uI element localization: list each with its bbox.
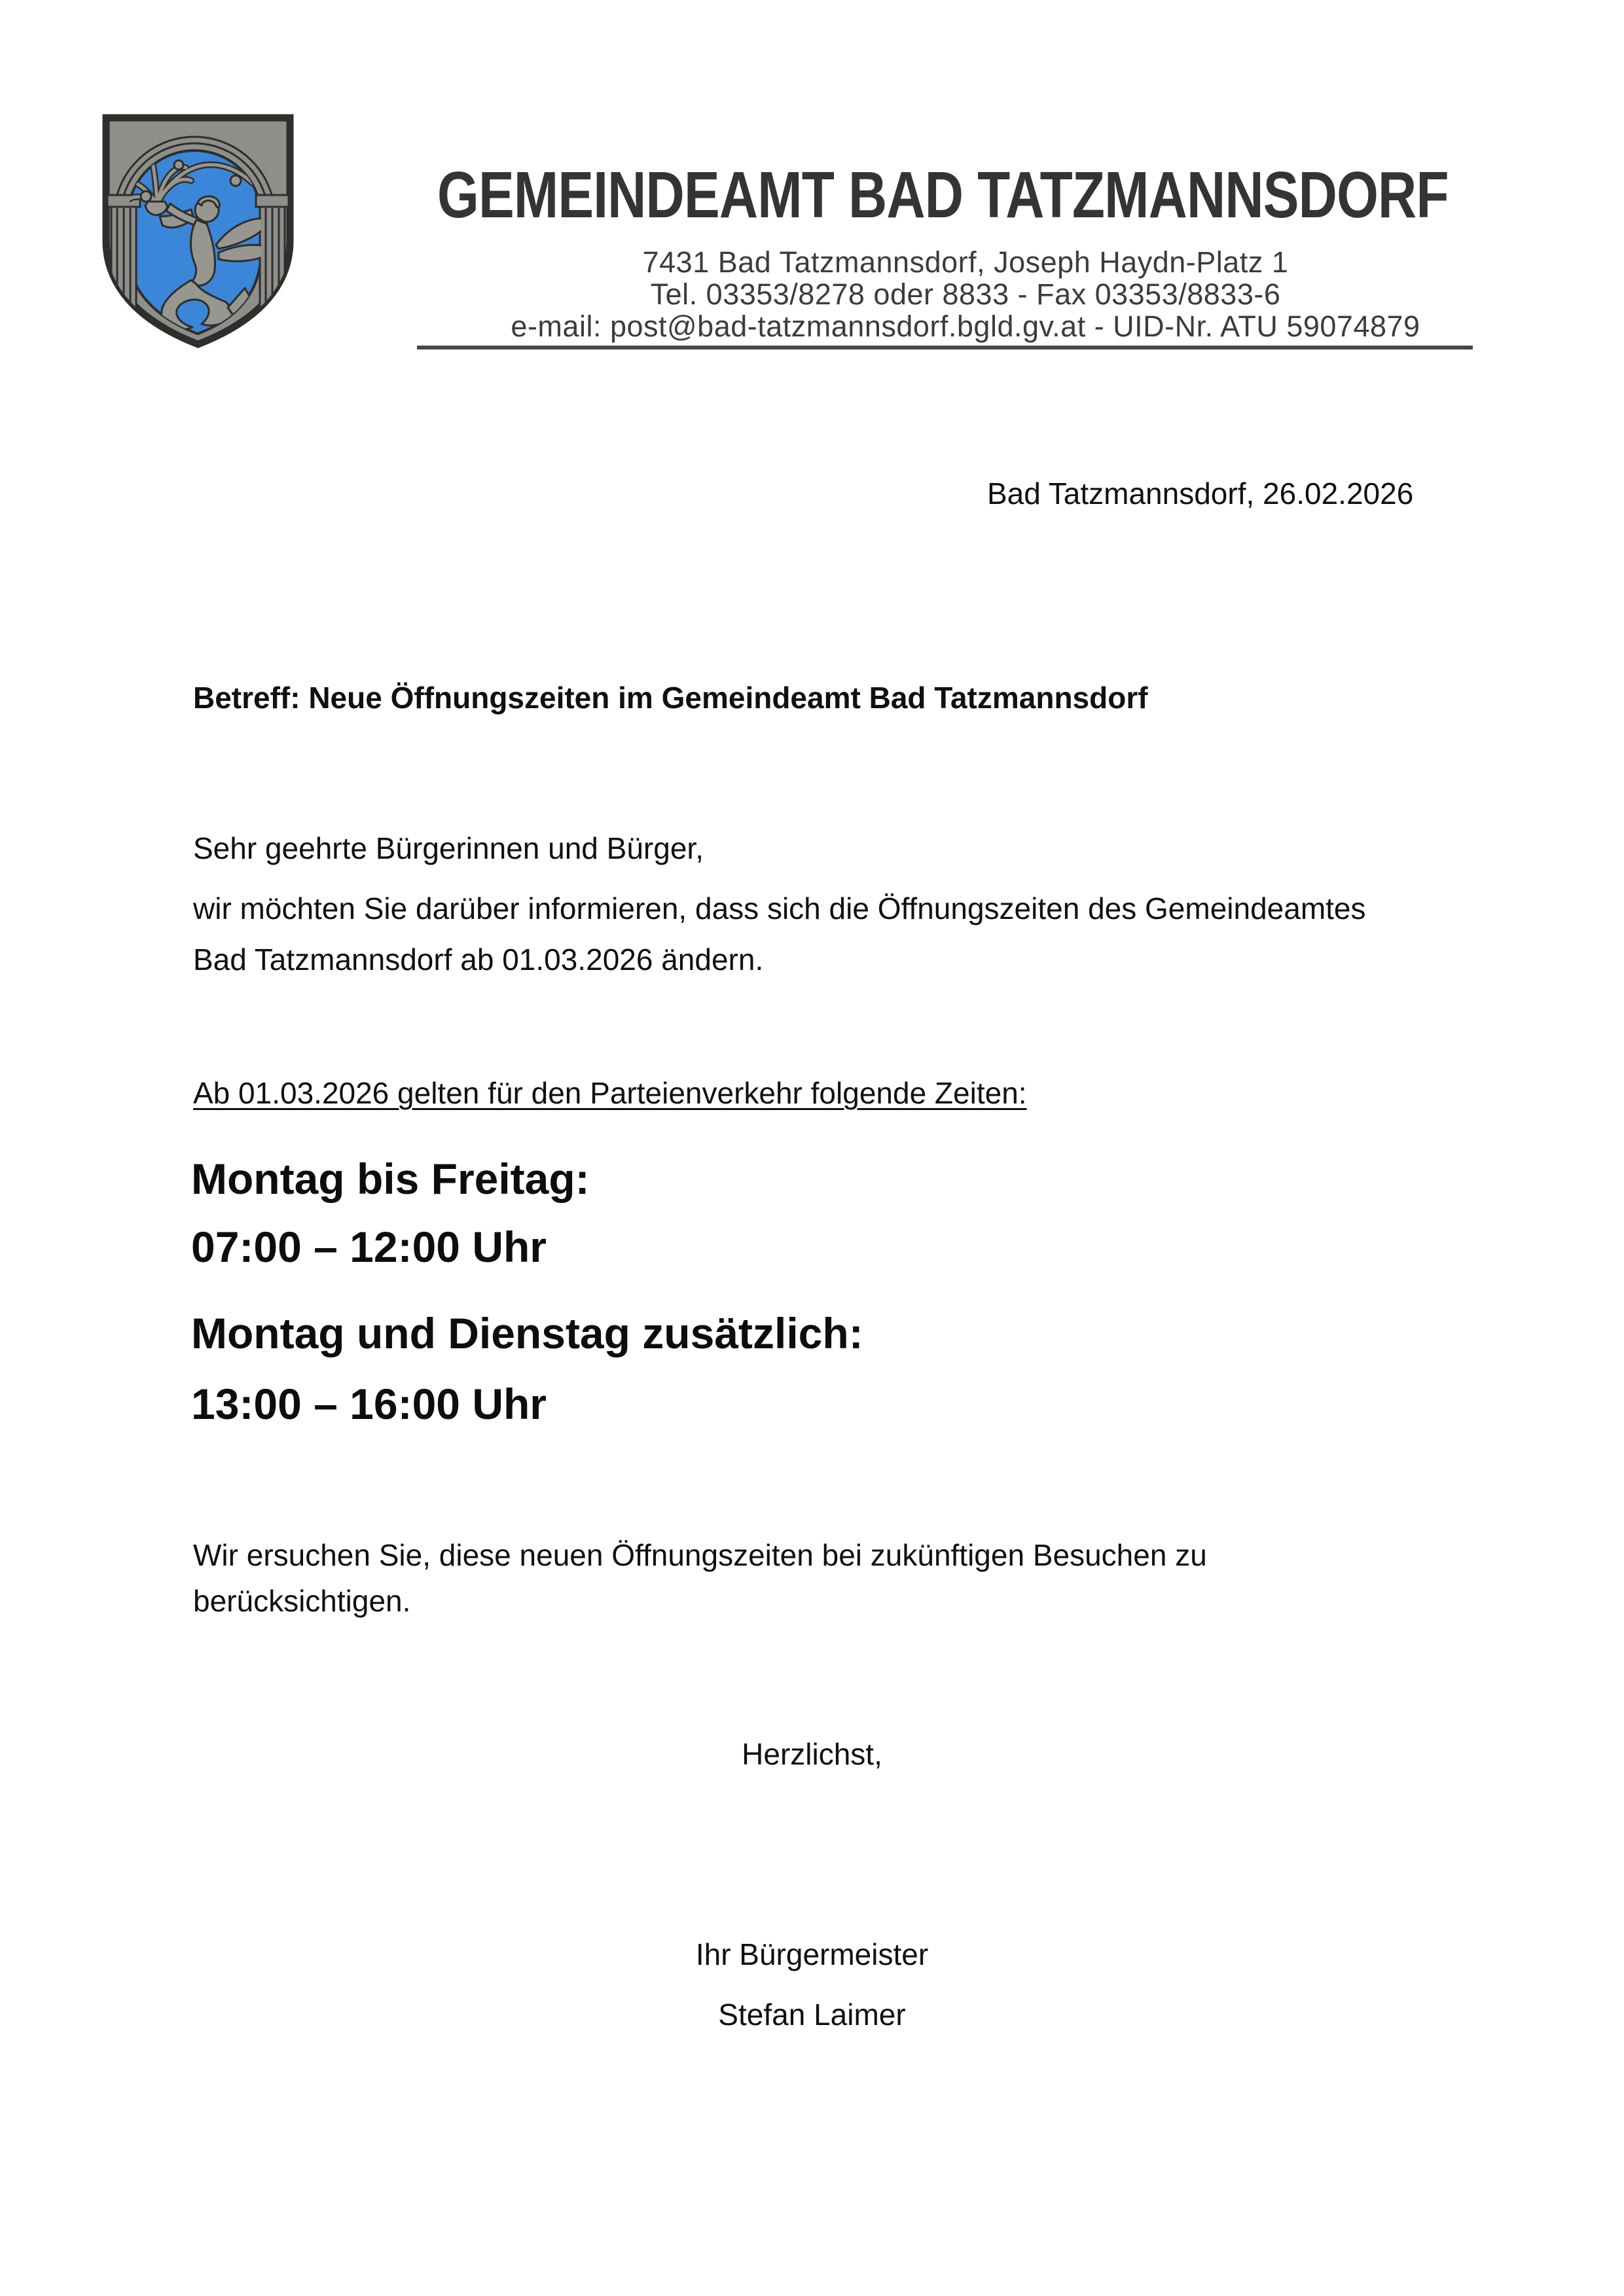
subject-line: Betreff: Neue Öffnungszeiten im Gemeindeamt Bad Tatzmannsdorf	[193, 681, 1148, 715]
signature-role: Ihr Bürgermeister	[695, 1937, 929, 1971]
hours-time-1: 07:00 – 12:00 Uhr	[191, 1223, 547, 1271]
request-line-2: berücksichtigen.	[193, 1584, 411, 1618]
address-line-1: 7431 Bad Tatzmannsdorf, Joseph Haydn-Platz 1	[642, 245, 1289, 279]
coat-of-arms	[98, 111, 298, 352]
hours-days-1: Montag bis Freitag:	[191, 1155, 590, 1203]
letterhead-address	[429, 246, 1502, 342]
intro-line-1: wir möchten Sie darüber informieren, dass sich die Öffnungszeiten des Gemeindeamtes	[193, 891, 1366, 925]
effective-date-line: Ab 01.03.2026 gelten für den Parteienverkehr folgende Zeiten:	[193, 1076, 1027, 1110]
intro-line-2: Bad Tatzmannsdorf ab 01.03.2026 ändern.	[193, 942, 764, 977]
org-name: GEMEINDEAMT BAD TATZMANNSDORF	[437, 158, 1449, 232]
signature-name: Stefan Laimer	[718, 1998, 906, 2032]
coat-of-arms-icon	[98, 111, 298, 352]
closing: Herzlichst,	[742, 1737, 882, 1771]
hours-days-2: Montag und Dienstag zusätzlich:	[191, 1309, 863, 1357]
salutation: Sehr geehrte Bürgerinnen und Bürger,	[193, 831, 704, 865]
date-line: Bad Tatzmannsdorf, 26.02.2026	[987, 476, 1414, 511]
address-line-3: e-mail: post@bad-tatzmannsdorf.bgld.gv.at - UID-Nr. ATU 59074879	[511, 310, 1420, 343]
letterhead-divider	[417, 346, 1473, 350]
request-line-1: Wir ersuchen Sie, diese neuen Öffnungszeiten bei zukünftigen Besuchen zu	[193, 1538, 1207, 1572]
address-line-2: Tel. 03353/8278 oder 8833 - Fax 03353/8833-6	[650, 278, 1281, 311]
hours-time-2: 13:00 – 16:00 Uhr	[191, 1380, 547, 1428]
